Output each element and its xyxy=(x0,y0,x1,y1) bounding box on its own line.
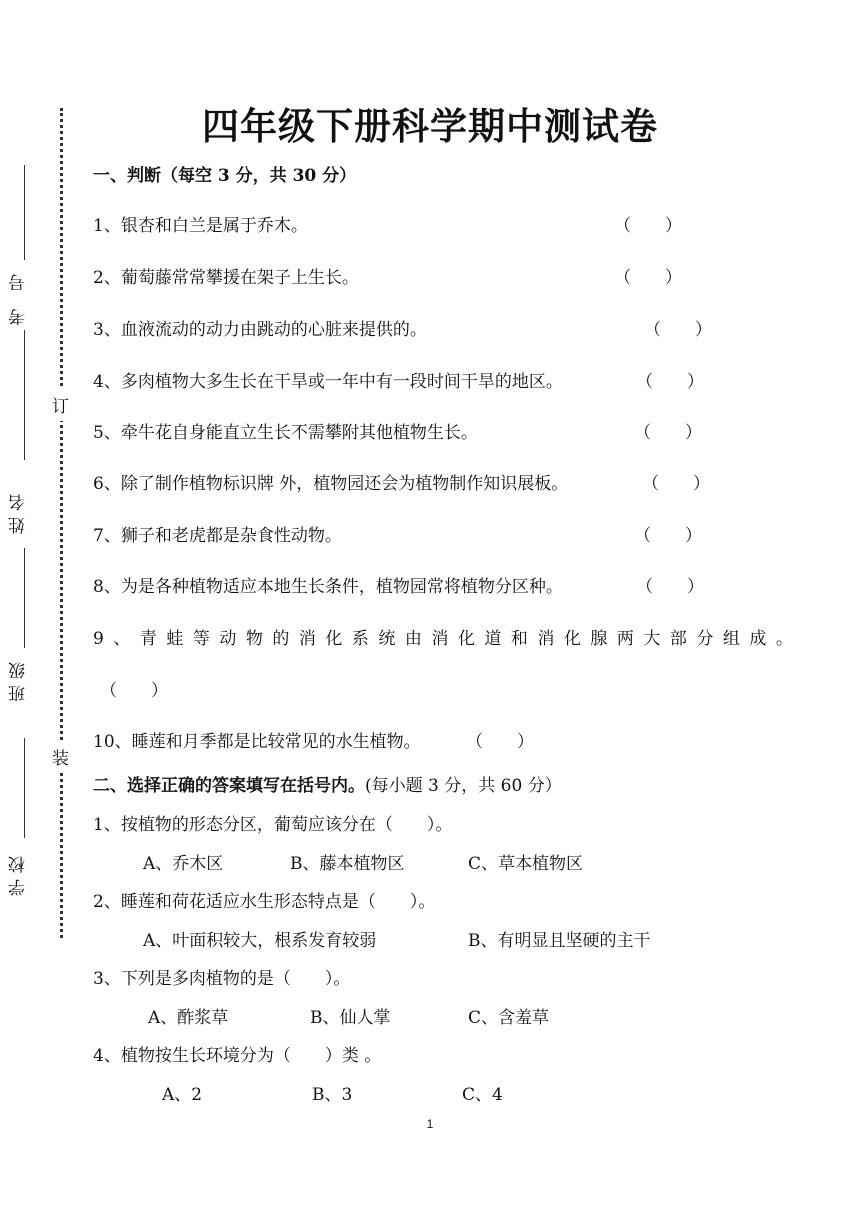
name-line xyxy=(24,330,25,460)
class-line xyxy=(24,548,25,648)
section2-heading-score: (每小题 3 分，共 60 分） xyxy=(365,776,562,796)
section1-heading: 一、判断（每空 3 分，共 30 分） xyxy=(93,166,357,186)
answer-paren-6: （ ） xyxy=(642,474,710,494)
name-label: 姓名 xyxy=(9,488,29,534)
judge-question-6: 6、除了制作植物标识牌 外，植物园还会为植物制作知识展板。 xyxy=(93,474,569,494)
answer-paren-4: （ ） xyxy=(636,372,704,392)
choice-question-3: 3、下列是多肉植物的是（ ）。 xyxy=(93,969,351,989)
section2-heading xyxy=(93,771,562,796)
choice-1-option-a: A、乔木区 xyxy=(143,854,224,874)
school-label: 学校 xyxy=(9,850,29,896)
answer-paren-2: （ ） xyxy=(614,268,682,288)
judge-question-4: 4、多肉植物大多生长在干旱或一年中有一段时间干旱的地区。 xyxy=(93,372,563,392)
choice-4-option-c: C、4 xyxy=(462,1085,503,1105)
binding-marker-zhuang: 装 xyxy=(52,740,69,773)
choice-3-option-b: B、仙人掌 xyxy=(310,1008,391,1028)
choice-question-1: 1、按植物的形态分区，葡萄应该分在（ ）。 xyxy=(93,815,453,835)
school-line xyxy=(24,738,25,838)
answer-paren-9: （ ） xyxy=(100,681,168,701)
judge-question-5: 5、牵牛花自身能直立生长不需攀附其他植物生长。 xyxy=(93,423,478,443)
choice-question-2: 2、睡莲和荷花适应水生形态特点是（ ）。 xyxy=(93,892,436,912)
page-title: 四年级下册科学期中测试卷 xyxy=(202,105,658,148)
binding-dotted-line xyxy=(60,108,63,938)
binding-marker-ding: 订 xyxy=(52,388,69,421)
judge-question-1: 1、银杏和白兰是属于乔木。 xyxy=(93,216,308,236)
answer-paren-10: （ ） xyxy=(466,732,534,752)
choice-4-option-a: A、2 xyxy=(162,1085,203,1105)
choice-2-option-a: A、叶面积较大，根系发育较弱 xyxy=(143,931,377,951)
answer-paren-3: （ ） xyxy=(644,320,712,340)
judge-question-3: 3、血液流动的动力由跳动的心脏来提供的。 xyxy=(93,320,427,340)
choice-3-option-a: A、酢浆草 xyxy=(148,1008,229,1028)
choice-4-option-b: B、3 xyxy=(312,1085,353,1105)
judge-question-2: 2、葡萄藤常常攀援在架子上生长。 xyxy=(93,268,359,288)
exam-number-line xyxy=(24,165,25,260)
answer-paren-1: （ ） xyxy=(614,216,682,236)
judge-question-10: 10、睡莲和月季都是比较常见的水生植物。 xyxy=(93,732,421,752)
choice-3-option-c: C、含羞草 xyxy=(468,1008,550,1028)
page-number: 1 xyxy=(426,1117,434,1131)
exam-number-label: 考 号 xyxy=(9,268,29,326)
choice-1-option-b: B、藤本植物区 xyxy=(290,854,405,874)
choice-1-option-c: C、草本植物区 xyxy=(468,854,584,874)
answer-paren-5: （ ） xyxy=(634,423,702,443)
judge-question-7: 7、狮子和老虎都是杂食性动物。 xyxy=(93,526,342,546)
answer-paren-8: （ ） xyxy=(636,577,704,597)
answer-paren-7: （ ） xyxy=(634,526,702,546)
choice-question-4: 4、植物按生长环境分为（ ）类 。 xyxy=(93,1046,382,1066)
class-label: 班级 xyxy=(9,656,29,702)
choice-2-option-b: B、有明显且坚硬的主干 xyxy=(468,931,651,951)
judge-question-8: 8、为是各种植物适应本地生长条件，植物园常将植物分区种。 xyxy=(93,577,563,597)
section2-heading-main: 二、选择正确的答案填写在括号内。 xyxy=(93,776,365,796)
judge-question-9: 9、青蛙等动物的消化系统由消化道和消化腺两大部分组成。 xyxy=(93,629,803,649)
